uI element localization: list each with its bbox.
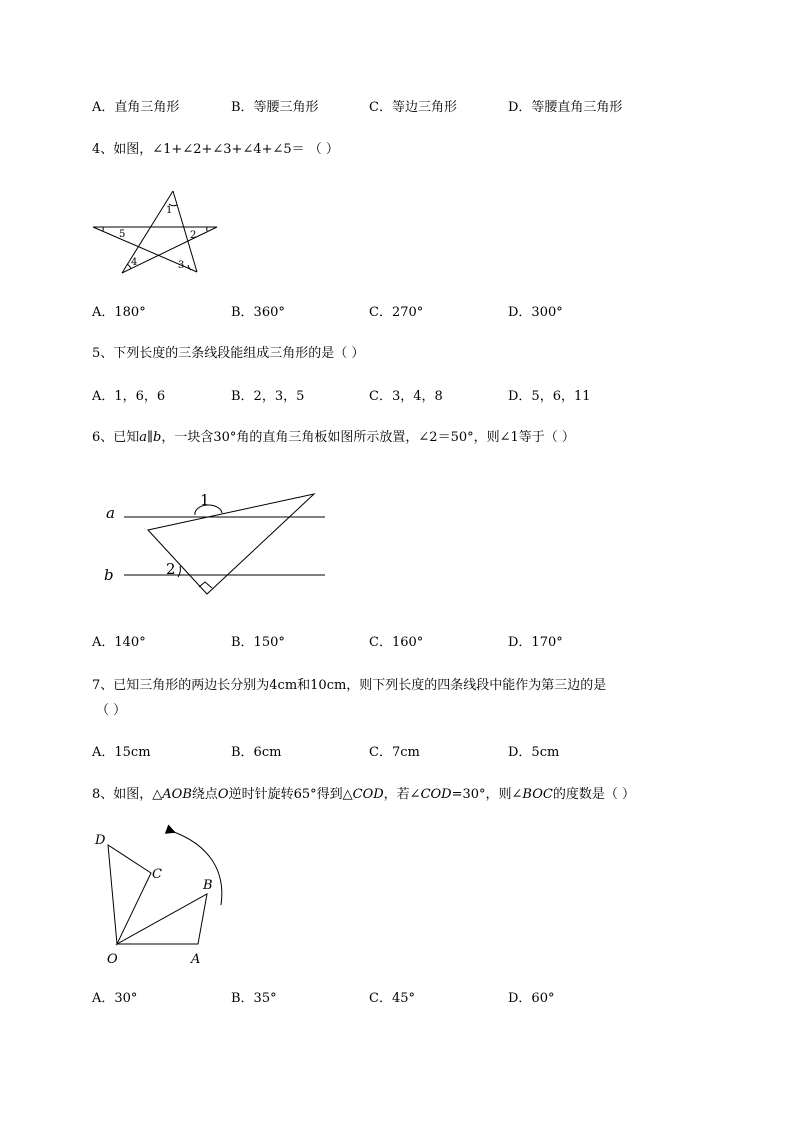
q5-option-d: D．5，6，11 [508,389,591,404]
q7-option-b: B．6cm [231,745,282,760]
q8-label-o: O [107,952,118,967]
q6-stem-part-a: 6、已知 [92,430,140,445]
q8-stem-boc: BOC [522,787,553,802]
q3-option-d: D．等腰直角三角形 [508,100,623,115]
q6-option-c: C．160° [369,635,424,650]
q6-stem-part-c: ，一块含30°角的直角三角板如图所示放置，∠2＝50°，则∠1等于（ ） [161,430,575,445]
q8-stem-part-f: 的度数是（ ） [552,787,635,802]
q6-label-a: a [106,504,115,522]
q8-label-c: C [152,867,162,882]
q3-option-c: C．等边三角形 [369,100,457,115]
q8-stem-part-e: =30°，则∠ [451,787,523,802]
q4-label-4: 4 [131,257,138,268]
q8-stem-part-d: ，若∠ [383,787,421,802]
q4-label-5: 5 [119,229,126,240]
q7-option-a: A．15cm [92,745,151,760]
q3-option-b: B．等腰三角形 [231,100,319,115]
q6-option-d: D．170° [508,635,563,650]
q8-option-d: D．60° [508,991,555,1006]
q5-option-b: B．2，3，5 [231,389,305,404]
q8-stem-part-b: 绕点 [191,787,218,802]
q4-option-c: C．270° [369,305,424,320]
q8-stem-part-a: 8、如图，△ [92,787,163,802]
q4-label-3: 3 [178,260,185,271]
q6-label-b: b [104,566,114,584]
q8-stem-part-c: 逆时针旋转65°得到△ [228,787,353,802]
q3-option-a: A．直角三角形 [92,100,180,115]
q4-label-2: 2 [190,230,197,241]
q8-stem-o: O [217,787,229,802]
q8-label-d: D [95,833,106,848]
q5-option-a: A．1，6，6 [92,389,166,404]
q6-stem-parallel: a∥b [139,430,162,445]
q6-option-a: A．140° [92,635,146,650]
q7-stem: 7、已知三角形的两边长分别为4cm和10cm，则下列长度的四条线段中能作为第三边的是 [92,678,607,693]
q5-option-c: C．3，4，8 [369,389,443,404]
q8-label-a: A [191,952,201,967]
q8-stem-cod: COD [352,787,384,802]
q6-label-2: 2 [166,560,176,578]
q6-option-b: B．150° [231,635,285,650]
q7-stem-paren: （ ） [96,703,127,718]
q8-option-b: B．35° [231,991,277,1006]
q4-option-b: B．360° [231,305,285,320]
q4-stem: 4、如图，∠1+∠2+∠3+∠4+∠5＝ （ ） [92,142,339,157]
q4-option-a: A．180° [92,305,146,320]
q7-option-d: D．5cm [508,745,560,760]
q8-label-b: B [203,878,213,893]
q8-stem-aob: AOB [162,787,192,802]
q4-option-d: D．300° [508,305,563,320]
q4-label-1: 1 [166,205,173,216]
q8-option-a: A．30° [92,991,138,1006]
q7-option-c: C．7cm [369,745,420,760]
q6-stem [92,429,575,447]
q6-label-1: 1 [200,491,210,509]
q8-stem-cod2: COD [420,787,452,802]
q8-option-c: C．45° [369,991,415,1006]
q5-stem: 5、下列长度的三条线段能组成三角形的是（ ） [92,346,365,361]
q8-stem [92,786,635,804]
